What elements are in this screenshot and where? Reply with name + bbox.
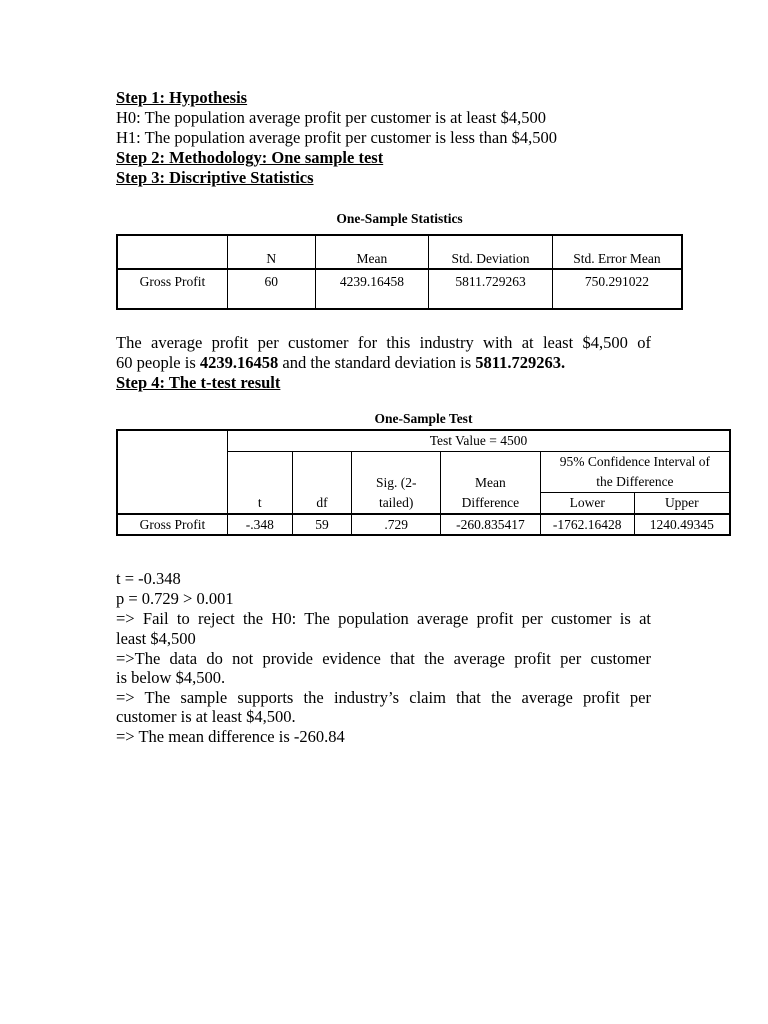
header-std-deviation: Std. Deviation <box>429 235 553 269</box>
step3-heading: Step 3: Discriptive Statistics <box>116 168 314 187</box>
one-sample-test-table <box>116 429 731 536</box>
one-sample-statistics-table <box>116 234 683 310</box>
descriptive-summary-line1: The average profit per customer for this industry with at least $4,500 of <box>116 333 651 352</box>
cell-n: 60 <box>228 269 316 309</box>
step1-heading: Step 1: Hypothesis <box>116 88 248 107</box>
cell-mean-difference: -260.835417 <box>441 514 541 535</box>
header-std-error-mean: Std. Error Mean <box>552 235 682 269</box>
summary-text-part: and the standard deviation is <box>278 353 476 372</box>
header-mean: Mean <box>315 235 429 269</box>
header-df: df <box>292 452 352 515</box>
table-corner-cell <box>117 235 228 269</box>
p-value-line: p = 0.729 > 0.001 <box>116 589 234 608</box>
summary-mean-value: 4239.16458 <box>199 353 279 372</box>
table-header-row <box>117 235 682 269</box>
summary-text-part: 60 people is <box>116 353 200 372</box>
row-label: Gross Profit <box>117 269 228 309</box>
header-lower: Lower <box>540 493 634 515</box>
cell-t: -.348 <box>227 514 292 535</box>
conclusion-1-line1: => Fail to reject the H0: The population average profit per customer is at <box>116 609 651 628</box>
conclusion-3-line2: customer is at least $4,500. <box>116 707 296 726</box>
row-label: Gross Profit <box>117 514 227 535</box>
stats-table-caption: One-Sample Statistics <box>336 211 463 226</box>
table-row <box>117 269 682 309</box>
descriptive-summary-line2 <box>116 353 565 373</box>
cell-lower: -1762.16428 <box>540 514 634 535</box>
cell-std-deviation: 5811.729263 <box>429 269 553 309</box>
summary-sd-value: 5811.729263. <box>475 353 566 372</box>
header-sig <box>352 452 441 515</box>
test-table-caption: One-Sample Test <box>374 411 473 426</box>
header-mean-difference <box>441 452 541 515</box>
step2-heading: Step 2: Methodology: One sample test <box>116 148 384 167</box>
t-statistic-line: t = -0.348 <box>116 569 181 588</box>
header-sig-line2: tailed) <box>378 495 414 510</box>
conclusion-3-line1: => The sample supports the industry’s claim that the average profit per <box>116 688 651 707</box>
header-md-line2: Difference <box>461 495 520 510</box>
header-n: N <box>228 235 316 269</box>
cell-upper: 1240.49345 <box>634 514 730 535</box>
null-hypothesis: H0: The population average profit per customer is at least $4,500 <box>116 108 546 127</box>
header-upper: Upper <box>634 493 730 515</box>
conclusion-1-line2: least $4,500 <box>116 629 196 648</box>
header-sig-line1: Sig. (2- <box>375 475 417 490</box>
header-confidence-interval <box>540 452 730 493</box>
header-md-line1: Mean <box>475 475 506 490</box>
header-ci-line1: 95% Confidence Interval of <box>559 454 711 469</box>
conclusion-4: => The mean difference is -260.84 <box>116 727 345 746</box>
cell-std-error-mean: 750.291022 <box>552 269 682 309</box>
conclusion-2-line2: is below $4,500. <box>116 668 226 687</box>
header-ci-line2: the Difference <box>596 474 674 489</box>
header-t: t <box>227 452 292 515</box>
table-header-row <box>117 430 730 452</box>
cell-sig: .729 <box>352 514 441 535</box>
table-row <box>117 514 730 535</box>
table-corner-cell <box>117 430 227 514</box>
test-value-header: Test Value = 4500 <box>227 430 730 452</box>
alternative-hypothesis: H1: The population average profit per customer is less than $4,500 <box>116 128 557 147</box>
cell-mean: 4239.16458 <box>315 269 429 309</box>
step4-heading: Step 4: The t-test result <box>116 373 281 392</box>
cell-df: 59 <box>292 514 352 535</box>
conclusion-2-line1: =>The data do not provide evidence that the average profit per customer <box>116 649 651 668</box>
